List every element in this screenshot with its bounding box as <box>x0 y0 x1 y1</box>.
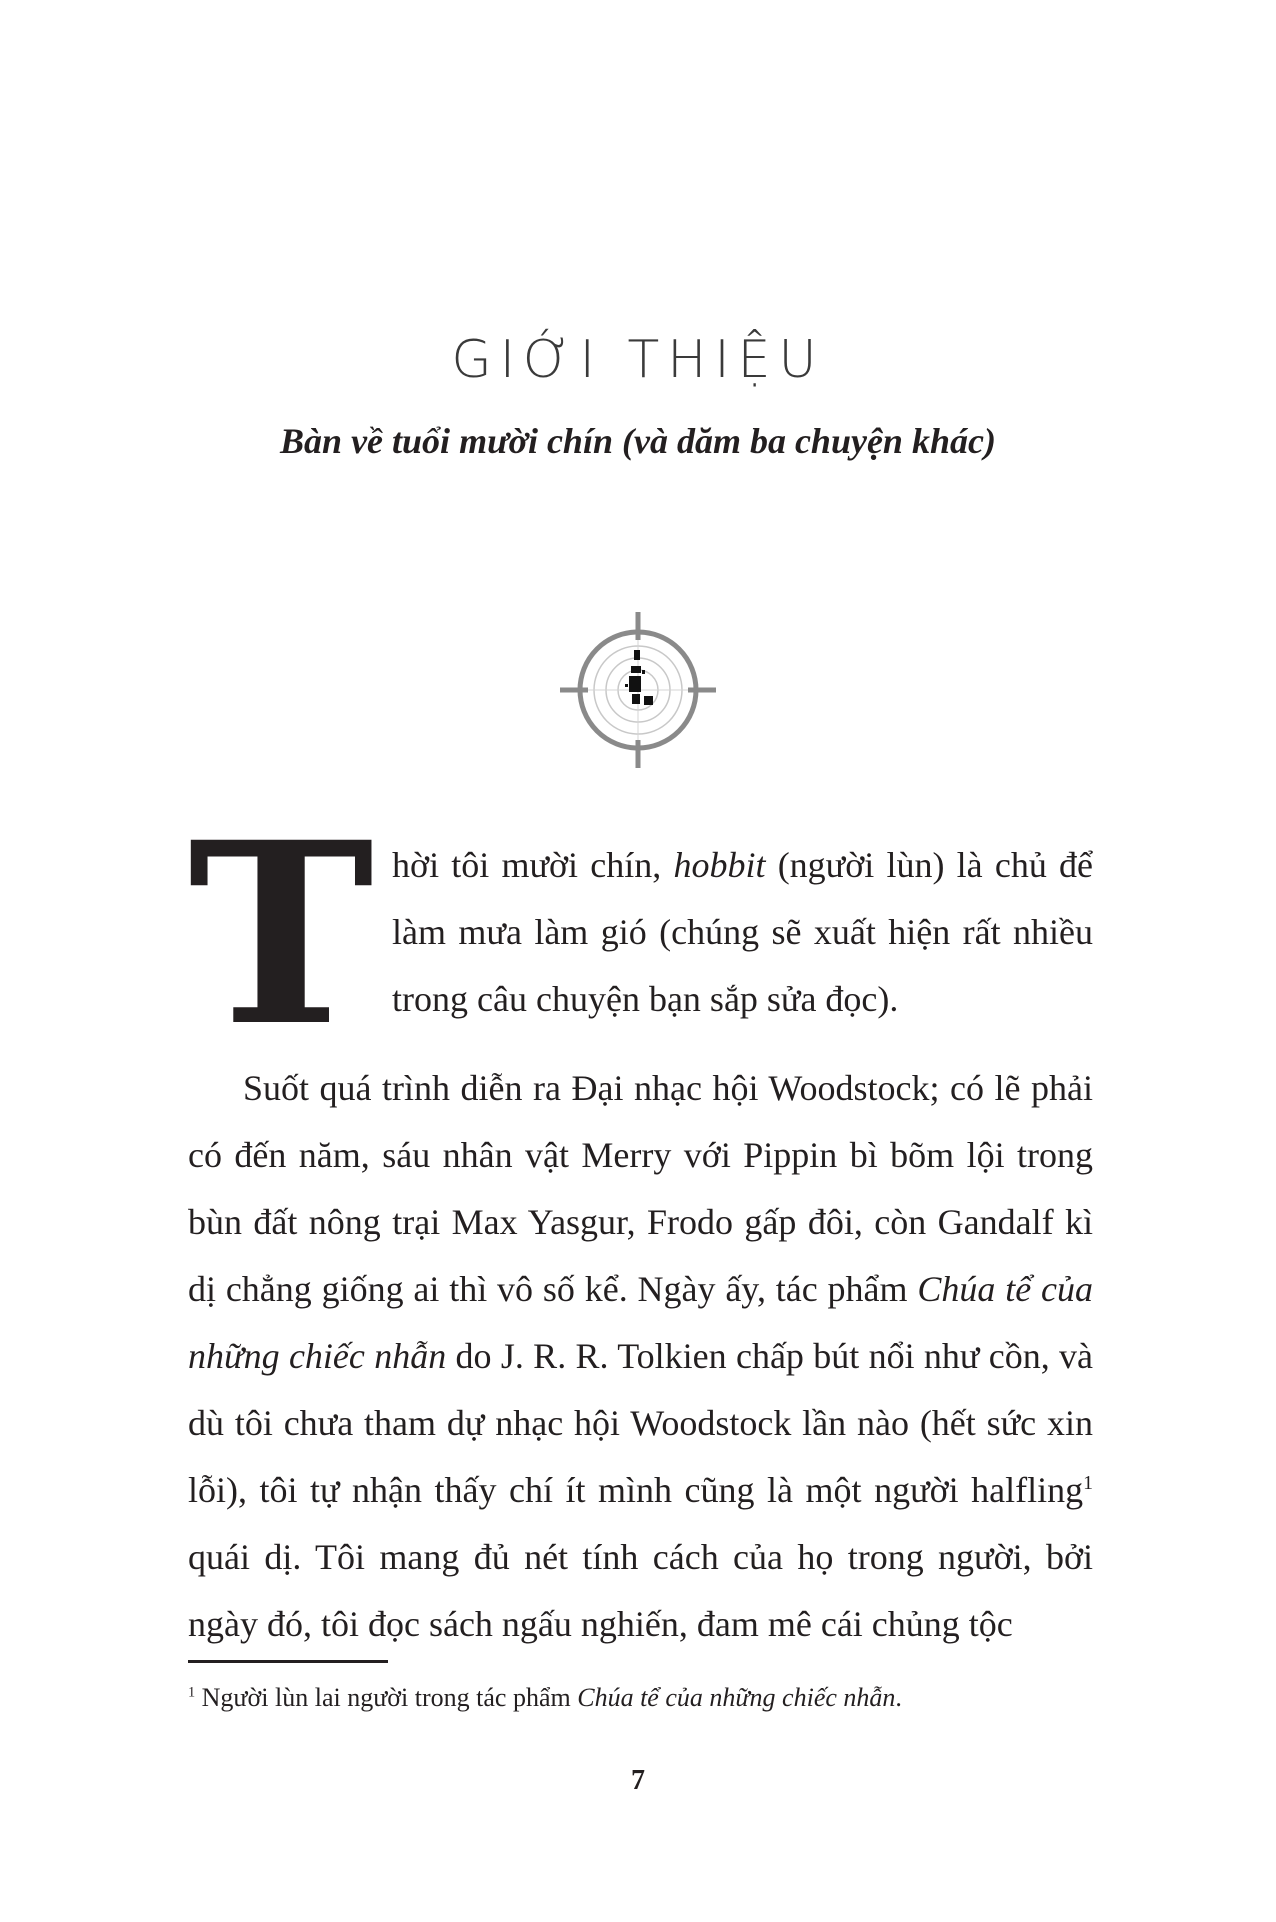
paragraph-2-text-a: Suốt quá trình diễn ra Đại nhạc hội Woodstock; có lẽ phải có đến năm, sáu nhân vật Merry với Pippin bì bõm lội trong bùn đất nông trại Max Yasgur, Frodo gấp đôi, còn Gandalf kì dị chẳng giống ai thì vô số kể. Ngày ấy, tác phẩm <box>188 1068 1093 1309</box>
paragraph-1-text-a: hời tôi mười chín, <box>392 845 674 885</box>
paragraph-2 <box>188 1055 1093 1658</box>
paragraph-1-text-b: (người lùn) là chủ để làm mưa làm gió (chúng sẽ xuất hiện rất nhiều trong câu chuyện bạn sắp sửa đọc). <box>392 845 1094 1019</box>
footnote-reference: 1 <box>1083 1472 1093 1494</box>
footnote-text: Người lùn lai người trong tác phẩm <box>195 1683 578 1712</box>
footnote-italic: Chúa tể của những chiếc nhẫn <box>577 1683 896 1712</box>
chapter-title: GIỚI THIỆU <box>451 330 825 390</box>
chapter-subtitle: Bàn về tuổi mười chín (và dăm ba chuyện khác) <box>280 421 996 461</box>
paragraph-2-text-c: quái dị. Tôi mang đủ nét tính cách của họ trong người, bởi ngày đó, tôi đọc sách ngấu nghiến, đam mê cái chủng tộc <box>188 1537 1093 1644</box>
footnote-number: 1 <box>188 1684 196 1701</box>
page-number: 7 <box>631 1765 645 1796</box>
paragraph-1 <box>188 787 1094 1081</box>
footnote <box>188 1680 1093 1716</box>
drop-cap: T <box>188 787 375 1081</box>
paragraph-1-italic: hobbit <box>673 845 766 885</box>
crosshair-target-icon <box>558 610 718 770</box>
paragraph-2-italic-title: Chúa tể của những chiếc nhẫn <box>188 1269 1093 1376</box>
paragraph-2-text-b: do J. R. R. Tolkien chấp bút nổi như cồn, và dù tôi chưa tham dự nhạc hội Woodstock lần nào (hết sức xin lỗi), tôi tự nhận thấy chí ít mình cũng là một người halfling <box>188 1336 1093 1510</box>
footnote-divider <box>188 1660 388 1663</box>
footnote-end: . <box>895 1683 902 1712</box>
